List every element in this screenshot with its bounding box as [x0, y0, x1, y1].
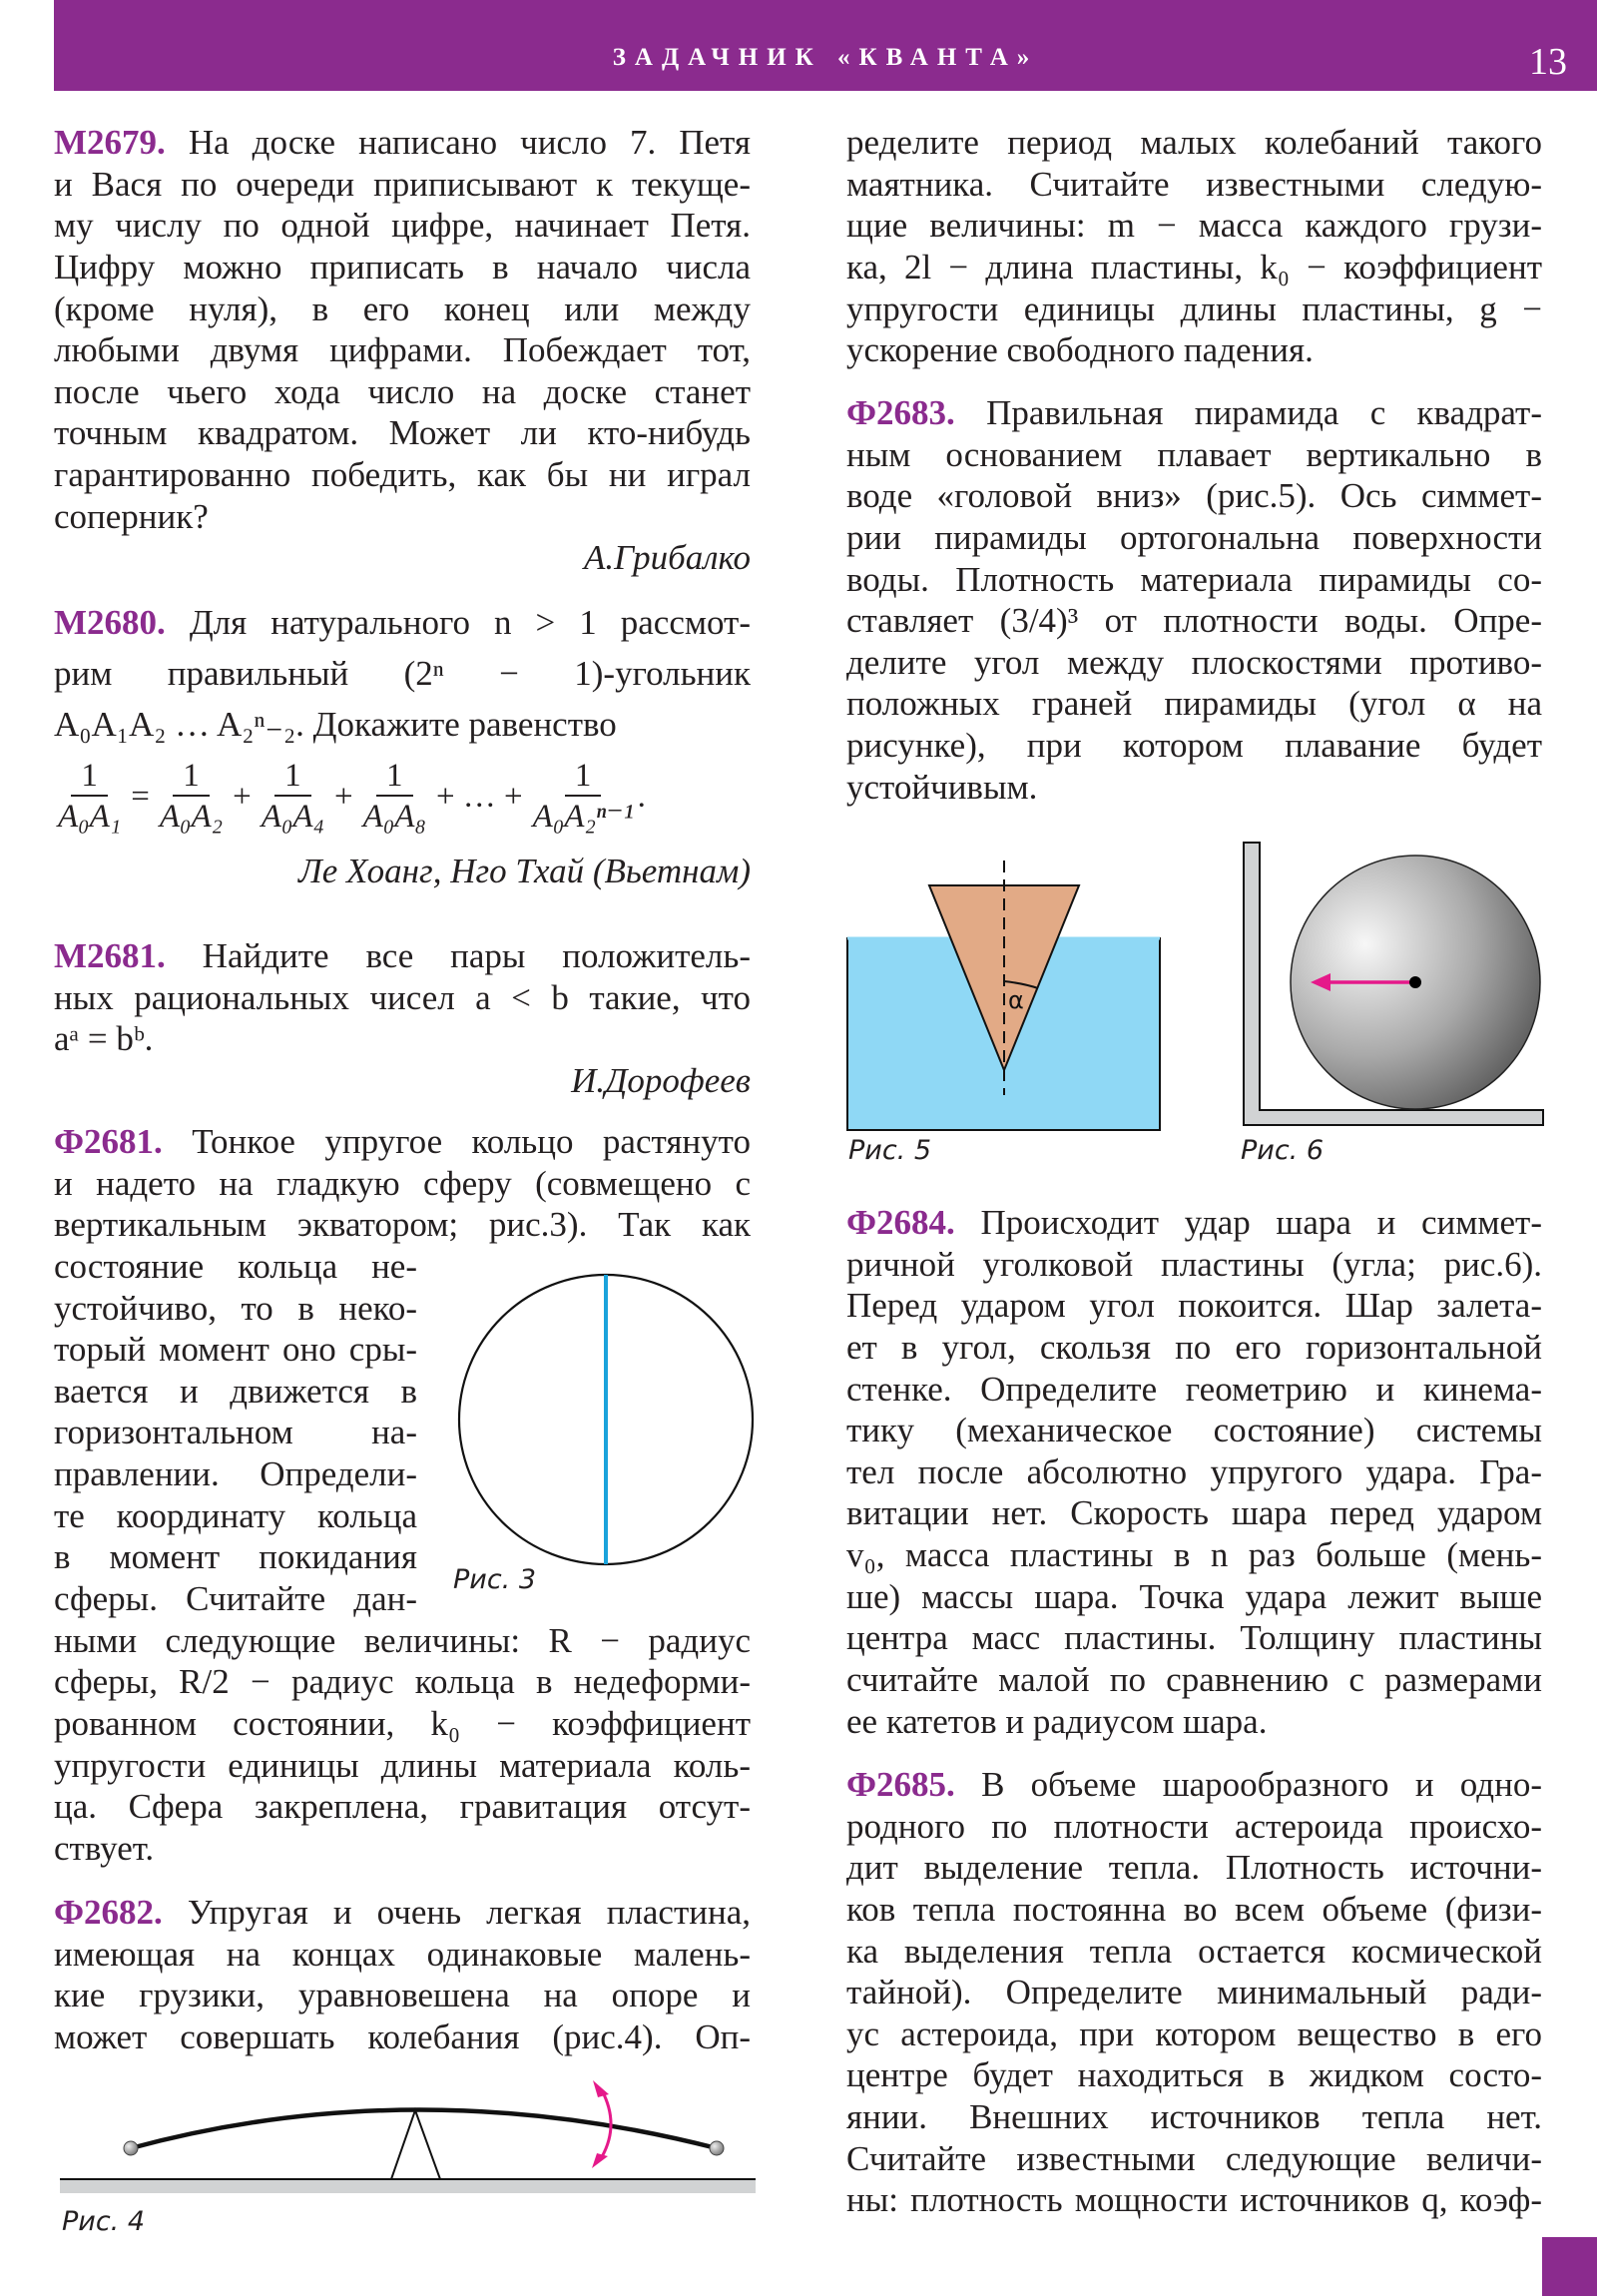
line-text: торый момент оно сры- [54, 1330, 417, 1370]
numerator: 1 [376, 757, 413, 797]
line-text: На доске написано число 7. Петя [188, 123, 751, 162]
line-text: aᵃ = bᵇ. [54, 1019, 154, 1059]
line-text: и Вася по очереди приписывают к текуще- [54, 164, 751, 204]
plate [131, 2110, 717, 2149]
line-text: и надето на гладкую сферу (совмещено с [54, 1163, 751, 1203]
line-text: ных рациональных чисел a < b такие, что [54, 977, 751, 1017]
line-text: ричной уголковой пластины (угла; рис.6). [846, 1244, 1542, 1284]
line-text: сферы, R/2 − радиус кольца в недеформи- [54, 1662, 751, 1702]
weight-right [710, 2141, 724, 2155]
support [391, 2110, 440, 2179]
line-text: упругости единицы длины материала коль- [54, 1745, 751, 1785]
problem-number: М2681. [54, 936, 166, 975]
line-text: Для натурального n > 1 рассмот- [189, 603, 751, 642]
line-text: ков тепла постоянна во всем объеме (физи- [846, 1889, 1542, 1929]
page-number: 13 [1529, 41, 1567, 83]
line-text: считайте малой по сравнению с размерами [846, 1660, 1542, 1700]
line-text: ными следующие величины: R − радиус [54, 1620, 751, 1660]
line-text: центре будет находиться в жидком состо- [846, 2055, 1542, 2095]
denominator: A₀A₈ [362, 799, 426, 835]
line-text: воде «головой вниз» (рис.5). Ось симмет- [846, 476, 1542, 516]
line-text: центра масс пластины. Толщину пластины [846, 1618, 1542, 1658]
line-text: му числу по одной цифре, начинает Петя. [54, 206, 751, 246]
line-text: Упругая и очень легкая пластина, [187, 1893, 751, 1932]
line-text: ет в угол, скользя по его горизонтальной [846, 1327, 1542, 1367]
line-text: Цифру можно приписать в начало числа [54, 247, 751, 287]
line-text: ус астероида, при котором вещество в его [846, 2013, 1542, 2053]
line-text: точным квадратом. Может ли кто-нибудь [54, 413, 751, 453]
line-text: витации нет. Скорость шара перед ударом [846, 1493, 1542, 1533]
line-text: рисунке), при котором плавание будет [846, 726, 1542, 766]
line-text: Тонкое упругое кольцо растянуто [192, 1122, 751, 1161]
figure-4-caption: Рис. 4 [62, 2206, 146, 2237]
denominator: A₀A₂ⁿ⁻¹ [532, 799, 634, 835]
line-text: v₀, масса пластины в n раз больше (мень- [846, 1535, 1542, 1575]
line-text: кие грузики, уравновешена на опоре и [54, 1976, 751, 2015]
period: . [637, 778, 646, 815]
line-text: Происходит удар шара и симмет- [980, 1203, 1542, 1242]
denominator: A₀A₁ [58, 799, 122, 835]
line-text: (кроме нуля), в его конец или между [54, 288, 751, 328]
plus-sign: + [334, 778, 353, 815]
angle-label: α [1008, 986, 1024, 1014]
ellipsis-terms: + … + [435, 778, 523, 815]
equals-sign: = [131, 778, 150, 815]
line-text: рии пирамиды ортогональна поверхности [846, 517, 1542, 557]
plus-sign: + [233, 778, 252, 815]
figure-6-ball-corner [1244, 843, 1543, 1125]
problem-number: Ф2683. [846, 393, 955, 432]
line-text: воды. Плотность материала пирамиды со- [846, 559, 1542, 599]
line-text: Перед ударом угол покоится. Шар залета- [846, 1286, 1542, 1326]
line-text: стенке. Определите геометрию и кинема- [846, 1369, 1542, 1409]
line-text: ца. Сфера закреплена, гравитация отсут- [54, 1787, 751, 1827]
line-text: после чьего хода число на доске станет [54, 371, 751, 411]
problem-number: М2680. [54, 603, 166, 642]
line-text: ставляет (3/4)³ от плотности воды. Опре- [846, 601, 1542, 641]
line-text: горизонтальном на- [54, 1413, 417, 1452]
line-text: правлении. Определи- [54, 1454, 417, 1494]
line-text: соперник? [54, 496, 209, 536]
line-text: родного по плотности астероида происхо- [846, 1806, 1542, 1846]
line-text: ным основанием плавает вертикально в [846, 434, 1542, 474]
line-text: тайной). Определите минимальный ради- [846, 1973, 1542, 2012]
line-text: устойчивым. [846, 767, 1038, 807]
figure-4-plate [60, 2080, 756, 2193]
numerator: 1 [71, 757, 108, 797]
line-text: имеющая на концах одинаковые малень- [54, 1934, 751, 1974]
problem-number: Ф2685. [846, 1765, 955, 1804]
numerator: 1 [173, 757, 210, 797]
line-text: любыми двумя цифрами. Побеждает тот, [54, 330, 751, 370]
line-text: в момент покидания [54, 1537, 417, 1577]
figure-5-pyramid [847, 861, 1160, 1130]
line-text: маятника. Считайте известными следую- [846, 164, 1542, 204]
line-text: может совершать колебания (рис.4). Оп- [54, 2016, 751, 2056]
line-text: ше) массы шара. Точка удара лежит выше [846, 1576, 1542, 1616]
ground [60, 2179, 756, 2193]
figure-5-caption: Рис. 5 [848, 1135, 932, 1166]
line-text: ка, 2l − длина пластины, k₀ − коэффициент [846, 247, 1542, 287]
line-text: гарантированно победить, как бы ни играл [54, 455, 751, 495]
denominator: A₀A₄ [261, 799, 325, 835]
line-text: ны: плотность мощности источников q, коэф- [846, 2180, 1542, 2220]
line-text: ределите период малых колебаний такого [846, 123, 1542, 162]
line-text: рованном состоянии, k₀ − коэффициент [54, 1703, 751, 1743]
line-text: устойчиво, то в неко- [54, 1288, 417, 1328]
line-text: состояние кольца не- [54, 1246, 417, 1286]
author: И.Дорофеев [571, 1060, 751, 1100]
line-text: дит выделение тепла. Плотность источни- [846, 1848, 1542, 1888]
line-text: ее катетов и радиусом шара. [846, 1701, 1268, 1741]
line-text: тел после абсолютно упругого удара. Гра- [846, 1451, 1542, 1491]
numerator: 1 [274, 757, 311, 797]
figure-3-sphere-ring [459, 1275, 753, 1564]
author: А.Грибалко [584, 538, 751, 578]
ball-center [1409, 976, 1421, 988]
line-text: янии. Внешних источников тепла нет. [846, 2097, 1542, 2137]
problem-number: Ф2682. [54, 1893, 163, 1932]
line-text: ствует. [54, 1828, 155, 1868]
line-text: упругости единицы длины пластины, g − [846, 288, 1542, 328]
line-text: ка выделения тепла остается космической [846, 1931, 1542, 1971]
problem-number: Ф2684. [846, 1203, 955, 1242]
line-text: те координату кольца [54, 1495, 417, 1535]
weight-left [124, 2141, 138, 2155]
line-text: В объеме шарообразного и одно- [981, 1765, 1542, 1804]
author: Ле Хоанг, Нго Тхай (Вьетнам) [298, 852, 751, 890]
line-text: Найдите все пары положитель- [202, 936, 751, 975]
line-text: ускорение свободного падения. [846, 330, 1314, 370]
line-text: рим правильный (2ⁿ − 1)-угольник [54, 654, 751, 693]
line-text: вается и движется в [54, 1371, 417, 1411]
line-text: вертикальным экватором; рис.3). Так как [54, 1205, 751, 1245]
line-text: щие величины: m − масса каждого грузи- [846, 206, 1542, 246]
line-text: тику (механическое состояние) системы [846, 1411, 1542, 1450]
line-text: сферы. Считайте дан- [54, 1579, 417, 1619]
denominator: A₀A₂ [159, 799, 224, 835]
line-text: положных граней пирамиды (угол α на [846, 684, 1542, 724]
section-title: ЗАДАЧНИК «КВАНТА» [612, 44, 1039, 71]
problem-number: М2679. [54, 123, 166, 162]
figure-6-caption: Рис. 6 [1241, 1135, 1325, 1166]
figure-3-caption: Рис. 3 [453, 1564, 537, 1595]
problem-number: Ф2681. [54, 1122, 163, 1161]
line-text: A₀A₁A₂ … A₂ⁿ₋₂. Докажите равенство [54, 705, 617, 744]
line-text: Считайте известными следующие величи- [846, 2138, 1542, 2178]
numerator: 1 [565, 757, 602, 797]
line-text: делите угол между плоскостями противо- [846, 642, 1542, 682]
line-text: Правильная пирамида с квадрат- [986, 393, 1543, 432]
